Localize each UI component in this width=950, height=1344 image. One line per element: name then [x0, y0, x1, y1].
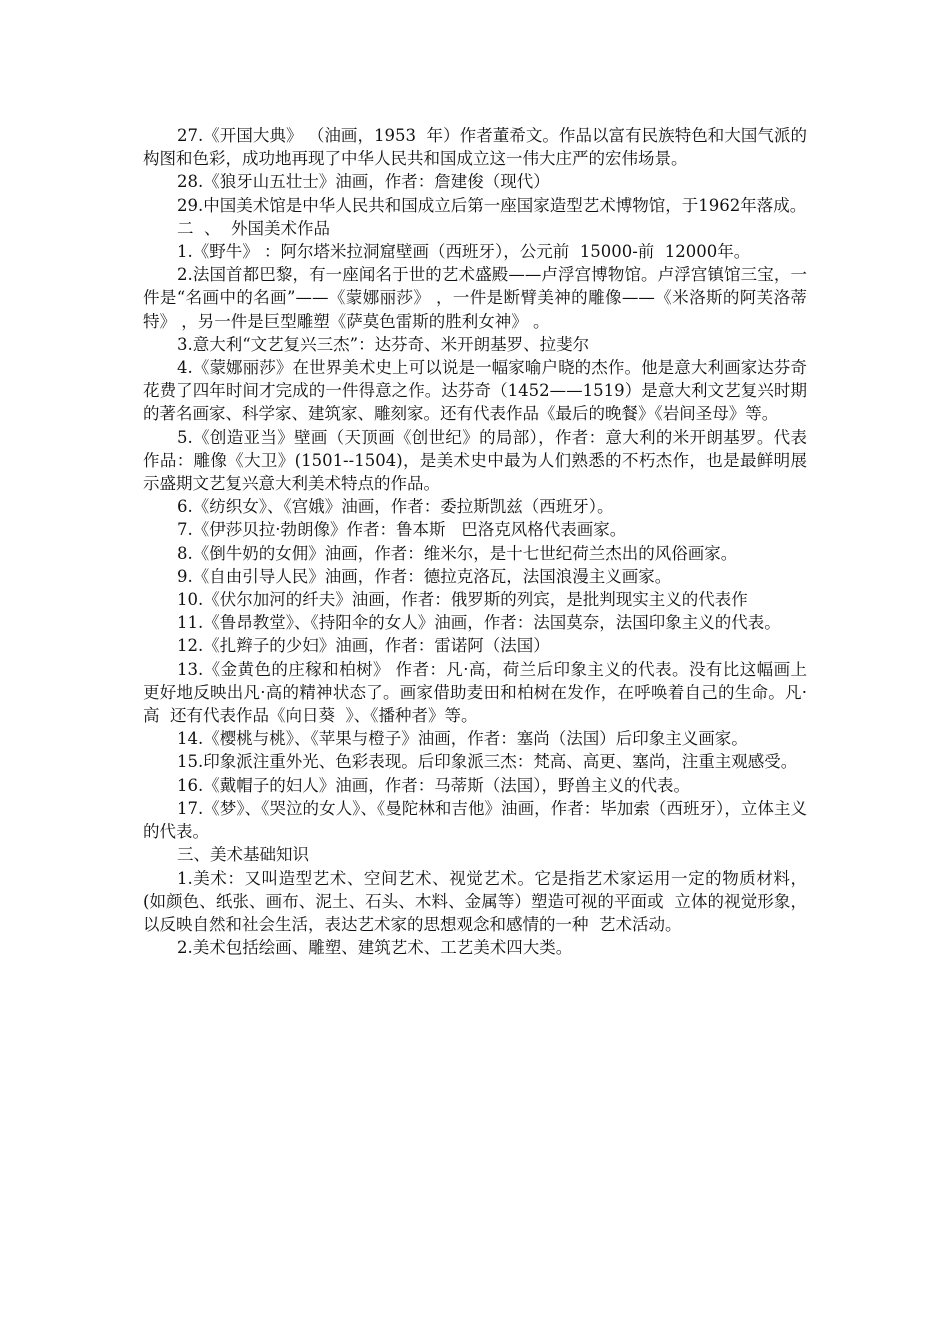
paragraph-renaissance-masters: 3.意大利“文艺复兴三杰”：达芬奇、米开朗基罗、拉斐尔 — [177, 334, 590, 354]
section-heading-foreign-art: 二 、 外国美术作品 — [177, 218, 330, 238]
paragraph-kaiguo-dadian: 27.《开国大典》 （油画，1953 年）作者董希文。作品以富有民族特色和大国气派的构图和色彩，成功地再现了中华人民共和国成立这一伟大庄严的宏伟场景。 — [143, 126, 807, 169]
paragraph-china-art-museum: 29.中国美术馆是中华人民共和国成立后第一座国家造型艺术博物馆，于1962年落成。 — [177, 195, 807, 215]
paragraph-repin: 10.《伏尔加河的纤夫》油画，作者：俄罗斯的列宾，是批判现实主义的代表作 — [177, 590, 748, 610]
paragraph-langyashan: 28.《狼牙山五壮士》油画，作者：詹建俊（现代） — [177, 172, 550, 192]
paragraph-impressionism: 15.印象派注重外光、色彩表现。后印象派三杰：梵高、高更、塞尚，注重主观感受。 — [177, 752, 798, 772]
document-body — [143, 124, 807, 959]
paragraph-van-gogh: 13.《金黄色的庄稼和柏树》 作者：凡·高，荷兰后印象主义的代表。没有比这幅画上更好地反映出凡·高的精神状态了。画家借助麦田和柏树在发作，在呼唤着自己的生命。凡·高 还有代表作品《向日葵 》、《播种者》等。 — [143, 659, 807, 726]
paragraph-picasso: 17.《梦》、《哭泣的女人》、《曼陀林和吉他》油画，作者：毕加索（西班牙），立体主义的代表。 — [143, 798, 807, 842]
paragraph-rubens: 7.《伊莎贝拉·勃朗像》作者：鲁本斯 巴洛克风格代表画家。 — [177, 520, 627, 540]
paragraph-monet: 11.《鲁昂教堂》、《持阳伞的女人》油画，作者：法国莫奈，法国印象主义的代表。 — [177, 613, 781, 633]
paragraph-velazquez: 6.《纺织女》、《宫娥》油画，作者：委拉斯凯兹（西班牙）。 — [177, 497, 614, 517]
section-heading-art-basics: 三、美术基础知识 — [177, 845, 309, 865]
paragraph-delacroix: 9.《自由引导人民》油画，作者：德拉克洛瓦，法国浪漫主义画家。 — [177, 566, 672, 586]
paragraph-mona-lisa: 4.《蒙娜丽莎》在世界美术史上可以说是一幅家喻户晓的杰作。他是意大利画家达芬奇花费了四年时间才完成的一件得意之作。达芬奇（1452——1519）是意大利文艺复兴时期的著名画家、科学家、建筑家、雕刻家。还有代表作品《最后的晚餐》《岩间圣母》等。 — [143, 358, 807, 424]
paragraph-renoir: 12.《扎辫子的少妇》油画，作者：雷诺阿（法国） — [177, 636, 550, 656]
paragraph-matisse: 16.《戴帽子的妇人》油画，作者：马蒂斯（法国），野兽主义的代表。 — [177, 775, 690, 795]
paragraph-bison: 1.《野牛》 ：阿尔塔米拉洞窟壁画（西班牙），公元前 15000-前 12000年。 — [177, 242, 751, 262]
paragraph-creation-of-adam: 5.《创造亚当》壁画（天顶画《创世纪》的局部），作者：意大利的米开朗基罗。代表作品：雕像《大卫》(1501--1504)，是美术史中最为人们熟悉的不朽杰作，也是最鲜明展示盛期文艺复兴意大利美术特点的作品。 — [143, 427, 807, 494]
paragraph-art-categories: 2.美术包括绘画、雕塑、建筑艺术、工艺美术四大类。 — [177, 938, 573, 958]
paragraph-cezanne: 14.《樱桃与桃》、《苹果与橙子》油画，作者：塞尚（法国）后印象主义画家。 — [177, 729, 748, 749]
paragraph-louvre: 2.法国首都巴黎，有一座闻名于世的艺术盛殿——卢浮宫博物馆。卢浮宫镇馆三宝，一件是“名画中的名画”——《蒙娜丽莎》 ，一件是断臂美神的雕像——《米洛斯的阿芙洛蒂特》 ，另一件是巨型雕塑《萨莫色雷斯的胜利女神》 。 — [143, 265, 807, 331]
paragraph-vermeer: 8.《倒牛奶的女佣》油画，作者：维米尔，是十七世纪荷兰杰出的风俗画家。 — [177, 543, 738, 563]
paragraph-art-definition: 1.美术：又叫造型艺术、空间艺术、视觉艺术。它是指艺术家运用一定的物质材料，(如颜色、纸张、画布、泥土、石头、木料、金属等）塑造可视的平面或 立体的视觉形象，以反映自然和社会生活，表达艺术家的思想观念和感情的一种 艺术活动。 — [143, 868, 807, 934]
